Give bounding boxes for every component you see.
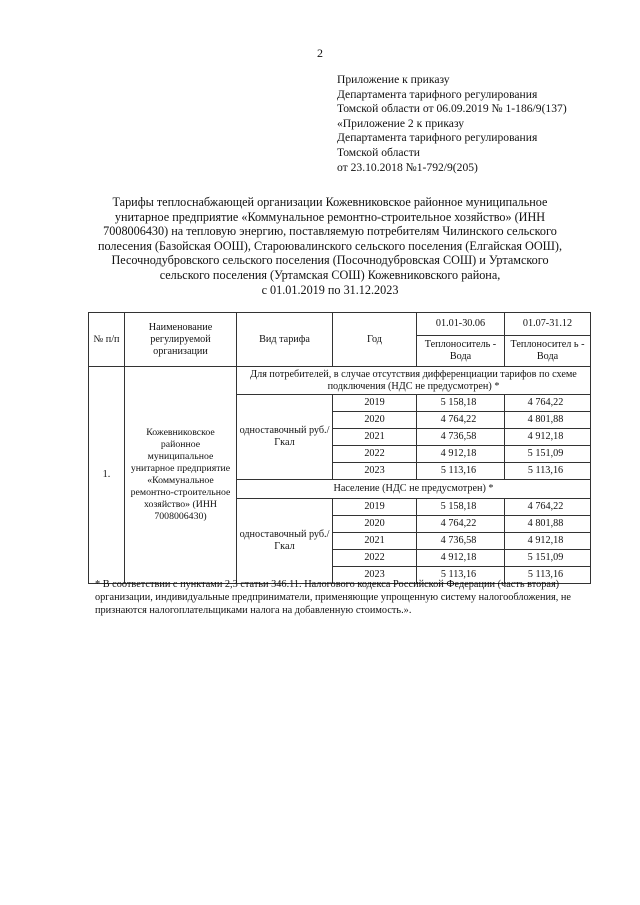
header-period-2: 01.07-31.12 xyxy=(505,313,591,336)
header-carrier-2: Теплоносител ь - Вода xyxy=(505,336,591,367)
value-cell: 4 912,18 xyxy=(505,533,591,550)
row-number: 1. xyxy=(89,367,125,584)
value-cell: 4 801,88 xyxy=(505,412,591,429)
document-title xyxy=(80,195,580,297)
value-cell: 5 113,16 xyxy=(505,463,591,480)
header-org: Наименование регулируемой организации xyxy=(125,313,237,367)
header-tariff-type: Вид тарифа xyxy=(237,313,333,367)
tariff-table xyxy=(88,312,591,584)
appendix-line: Департамента тарифного регулирования xyxy=(337,131,538,145)
title-line: Песочнодубровского сельского поселения (Посочнодубровская СОШ) и Уртамского xyxy=(111,253,549,268)
value-cell: 5 151,09 xyxy=(505,446,591,463)
footnote: * В соответствии с пунктами 2,3 статьи 346.11. Налогового кодекса Российской Федерации (часть вторая) организации, индивидуальные предприниматели, применяющие упрощенную систему налогообложения, не признаются налогоплательщиками налога на добавленную стоимость.». xyxy=(95,579,571,616)
header-period-1: 01.01-30.06 xyxy=(417,313,505,336)
year-cell: 2020 xyxy=(333,412,417,429)
appendix-line: от 23.10.2018 №1-792/9(205) xyxy=(337,160,478,174)
title-line: с 01.01.2019 по 31.12.2023 xyxy=(261,282,399,297)
section-title: Население (НДС не предусмотрен) * xyxy=(237,480,591,499)
appendix-line: Приложение к приказу xyxy=(337,73,450,86)
title-line: полесения (Базойская ООШ), Староювалинского сельского поселения (Елгайская ООШ), xyxy=(97,238,563,253)
appendix-line: Томской области xyxy=(337,145,420,159)
year-cell: 2023 xyxy=(333,463,417,480)
header-year: Год xyxy=(333,313,417,367)
value-cell: 4 736,58 xyxy=(417,429,505,446)
title-line: сельского поселения (Уртамская СОШ) Кожевниковского района, xyxy=(159,267,501,282)
year-cell: 2021 xyxy=(333,429,417,446)
value-cell: 4 764,22 xyxy=(505,395,591,412)
appendix-line: Департамента тарифного регулирования xyxy=(337,87,538,101)
value-cell: 4 912,18 xyxy=(505,429,591,446)
header-num: № п/п xyxy=(89,313,125,367)
section-title: Для потребителей, в случае отсутствия дифференциации тарифов по схеме подключения (НДС не предусмотрен) * xyxy=(237,367,591,395)
tariff-type-cell: одноставочный руб./Гкал xyxy=(237,499,333,584)
value-cell: 4 764,22 xyxy=(505,499,591,516)
value-cell: 4 912,18 xyxy=(417,550,505,567)
year-cell: 2019 xyxy=(333,395,417,412)
appendix-line: Томской области от 06.09.2019 № 1-186/9(137) xyxy=(337,102,567,116)
value-cell: 5 113,16 xyxy=(417,463,505,480)
value-cell: 5 113,16 xyxy=(417,567,505,584)
header-carrier-1: Теплоноситель - Вода xyxy=(417,336,505,367)
year-cell: 2020 xyxy=(333,516,417,533)
appendix-header xyxy=(337,73,617,175)
tariff-type-cell: одноставочный руб./Гкал xyxy=(237,395,333,480)
value-cell: 5 158,18 xyxy=(417,499,505,516)
year-cell: 2022 xyxy=(333,446,417,463)
value-cell: 4 736,58 xyxy=(417,533,505,550)
value-cell: 4 801,88 xyxy=(505,516,591,533)
value-cell: 5 158,18 xyxy=(417,395,505,412)
year-cell: 2019 xyxy=(333,499,417,516)
title-line: Тарифы теплоснабжающей организации Кожевниковское районное муниципальное xyxy=(112,195,548,209)
value-cell: 4 764,22 xyxy=(417,412,505,429)
year-cell: 2023 xyxy=(333,567,417,584)
appendix-line: «Приложение 2 к приказу xyxy=(337,116,465,130)
title-line: 7008006430) на тепловую энергию, поставляемую потребителям Чилинского сельского xyxy=(103,224,557,239)
page-number: 2 xyxy=(317,46,323,60)
value-cell: 4 764,22 xyxy=(417,516,505,533)
value-cell: 5 113,16 xyxy=(505,567,591,584)
organization-name: Кожевниковское районное муниципальное унитарное предприятие «Коммунальное ремонтно-строительное хозяйство» (ИНН 7008006430) xyxy=(125,367,237,584)
year-cell: 2021 xyxy=(333,533,417,550)
value-cell: 5 151,09 xyxy=(505,550,591,567)
year-cell: 2022 xyxy=(333,550,417,567)
value-cell: 4 912,18 xyxy=(417,446,505,463)
title-line: унитарное предприятие «Коммунальное ремонтно-строительное хозяйство» (ИНН xyxy=(114,209,546,224)
